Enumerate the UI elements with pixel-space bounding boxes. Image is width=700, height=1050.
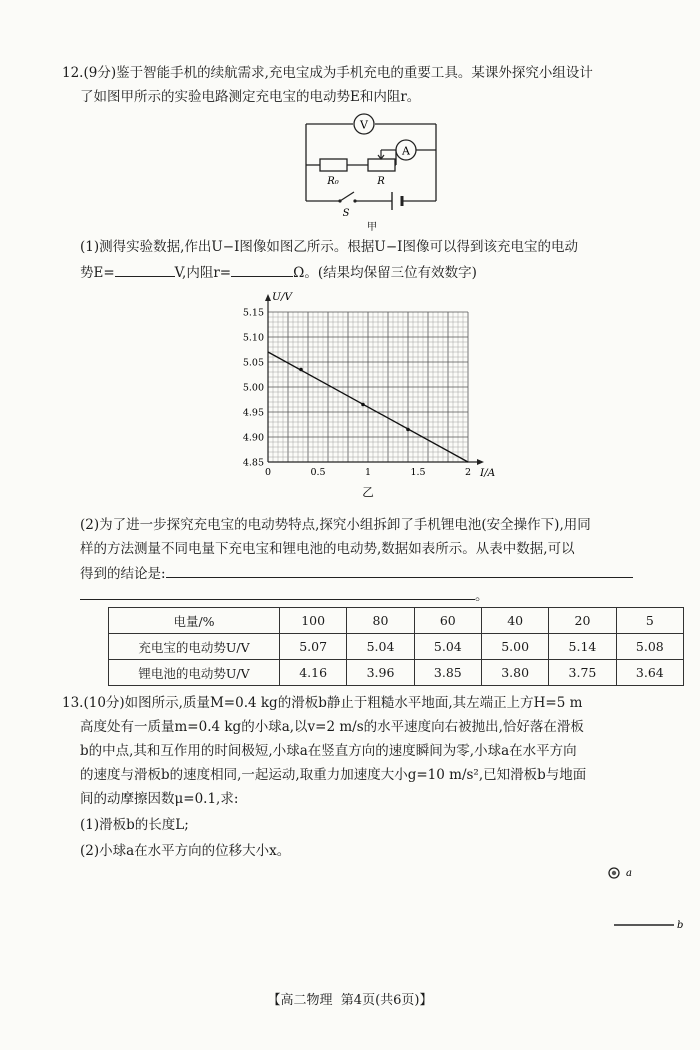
switch-icon: [338, 199, 341, 202]
battery-icon: [392, 192, 402, 210]
table-header-cell: 5: [616, 608, 683, 634]
table-header-cell: 60: [414, 608, 481, 634]
y-axis-arrow-icon: [265, 294, 271, 301]
q13-line2: 高度处有一质量m=0.4 kg的小球a,以v=2 m/s的水平速度向右被抛出,恰好落在滑板: [80, 719, 584, 735]
y-tick-label: 4.95: [242, 407, 264, 419]
q12-part1-seg2: V,内阻r=: [174, 265, 232, 281]
data-point: [406, 428, 410, 432]
q13-line4: 的速度与滑板b的速度相同,一起运动,取重力加速度大小g=10 m/s²,已知滑板b与地面: [80, 767, 587, 783]
q12-intro-line2: 了如图甲所示的实验电路测定充电宝的电动势E和内阻r。: [80, 89, 421, 105]
footer-page: 第4页(共6页)】: [340, 993, 433, 1008]
y-tick-label: 5.15: [242, 307, 264, 319]
footer-subject: 【高二物理: [267, 993, 333, 1008]
q12-part1-seg3: Ω。(结果均保留三位有效数字): [293, 265, 477, 281]
ammeter-icon: [396, 140, 416, 160]
answer-blank-emf[interactable]: [115, 262, 175, 277]
board-label: b: [677, 920, 684, 931]
q12-part2-line1: (2)为了进一步探究充电宝的电动势特点,探究小组拆卸了手机锂电池(安全操作下),用同: [80, 517, 591, 533]
answer-blank-conclusion-2[interactable]: [80, 585, 475, 600]
q13-line3: b的中点,其和互作用的时间极短,小球a在竖直方向的速度瞬间为零,小球a在水平方向: [80, 743, 577, 759]
table-row-label: 锂电池的电动势U/V: [109, 660, 280, 686]
q12-part2-line3-text: 得到的结论是:: [80, 566, 166, 582]
table-cell: 3.80: [481, 660, 548, 686]
ui-graph: [230, 286, 510, 506]
answer-blank-conclusion-1[interactable]: [166, 563, 633, 578]
rheostat-r-label: R: [377, 176, 385, 187]
q13-question1: (1)滑板b的长度L;: [80, 817, 189, 833]
table-cell: 3.85: [414, 660, 481, 686]
x-axis-arrow-icon: [477, 459, 484, 465]
q13-line5: 间的动摩擦因数μ=0.1,求:: [80, 791, 239, 807]
table-header-row: [109, 608, 684, 634]
emf-data-table: [108, 607, 684, 686]
x-tick-label: 1: [364, 467, 372, 478]
y-tick-label: 5.05: [242, 357, 264, 369]
graph-caption: 乙: [362, 485, 374, 499]
table-header-label: 电量/%: [109, 608, 280, 634]
voltmeter-label: V: [360, 118, 368, 132]
y-tick-label: 4.90: [242, 432, 264, 444]
q12-part1-line1: (1)测得实验数据,作出U−I图像如图乙所示。根据U−I图像可以得到该充电宝的电动: [80, 239, 578, 255]
table-cell: 5.00: [481, 634, 548, 660]
circuit-caption: 甲: [367, 222, 377, 232]
q12-intro-line1: 12.(9分)鉴于智能手机的续航需求,充电宝成为手机充电的重要工具。某课外探究小组设计: [62, 65, 593, 81]
table-header-cell: 80: [347, 608, 414, 634]
circuit-diagram: [290, 112, 450, 232]
x-tick-label: 2: [464, 467, 472, 478]
x-tick-label: 1.5: [410, 467, 426, 478]
resistor-r0-label: R₀: [327, 176, 339, 187]
page-footer: [0, 989, 700, 1008]
table-cell: 5.04: [414, 634, 481, 660]
data-point: [299, 368, 303, 372]
ball-label: a: [626, 868, 632, 879]
table-cell: 4.16: [280, 660, 347, 686]
table-row-label: 充电宝的电动势U/V: [109, 634, 280, 660]
y-tick-label: 4.85: [242, 457, 264, 469]
q12-part2-line4-end: 。: [475, 588, 489, 604]
table-header-cell: 20: [549, 608, 616, 634]
switch-label: S: [342, 208, 350, 219]
table-cell: 3.64: [616, 660, 683, 686]
q12-part2-line4: [80, 585, 489, 606]
q12-part1-line2: [80, 262, 477, 283]
q12-part2-line3: [80, 563, 633, 584]
q13-line1: 13.(10分)如图所示,质量M=0.4 kg的滑板b静止于粗糙水平地面,其左端正上方H=5 m: [62, 695, 583, 711]
table-row: [109, 660, 684, 686]
x-tick-label: 0.5: [310, 467, 326, 478]
table-cell: 5.08: [616, 634, 683, 660]
data-point: [361, 403, 365, 407]
answer-blank-resistance[interactable]: [231, 262, 293, 277]
q12-part2-line2: 样的方法测量不同电量下充电宝和锂电池的电动势,数据如表所示。从表中数据,可以: [80, 541, 575, 557]
table-cell: 3.75: [549, 660, 616, 686]
y-tick-label: 5.00: [242, 382, 264, 394]
y-tick-label: 5.10: [242, 332, 264, 344]
table-cell: 5.07: [280, 634, 347, 660]
x-tick-label: 0: [264, 467, 272, 478]
slider-arrow-icon: [378, 150, 396, 159]
resistor-r0-icon: [320, 159, 347, 171]
table-cell: 5.04: [347, 634, 414, 660]
q13-question2: (2)小球a在水平方向的位移大小x。: [80, 843, 291, 859]
ball-board-figure: [600, 862, 695, 937]
rheostat-r-icon: [368, 159, 395, 171]
x-axis-title: I/A: [480, 467, 496, 479]
y-axis-title: U/V: [272, 291, 292, 303]
voltmeter-icon: [354, 114, 374, 134]
table-header-cell: 40: [481, 608, 548, 634]
q12-part1-seg1: 势E=: [80, 265, 115, 281]
ammeter-label: A: [402, 144, 410, 158]
table-row: [109, 634, 684, 660]
table-cell: 5.14: [549, 634, 616, 660]
table-cell: 3.96: [347, 660, 414, 686]
table-header-cell: 100: [280, 608, 347, 634]
